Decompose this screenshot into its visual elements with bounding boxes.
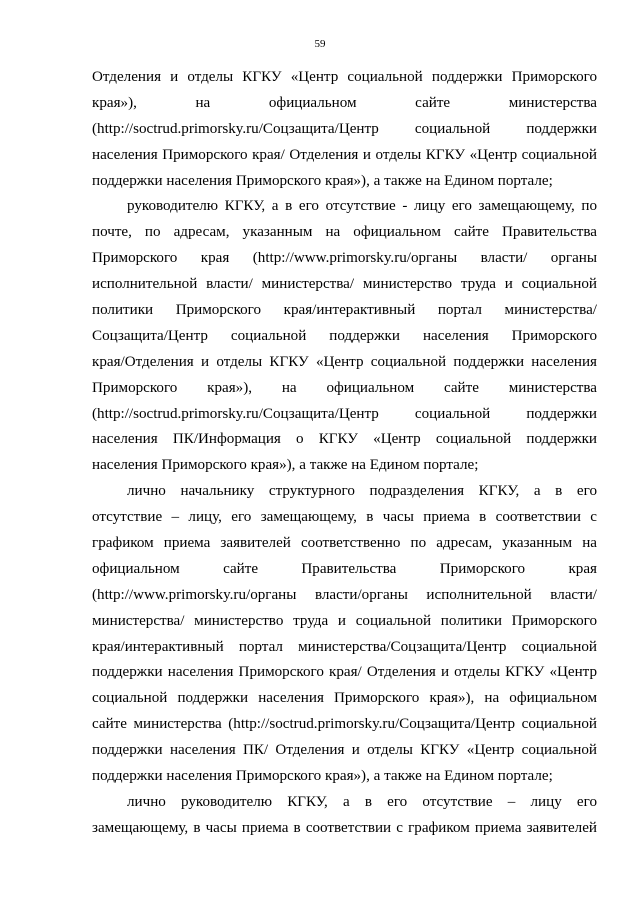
text-line: населения Приморского края»), а также на Едином портале; xyxy=(92,457,479,474)
text-line: почте, по адресам, указанным на официальном сайте Правительства xyxy=(92,224,597,241)
text-line: министерства/ министерство труда и социальной политики Приморского xyxy=(92,612,597,629)
text-line: Соцзащита/Центр социальной поддержки населения Приморского xyxy=(92,327,597,344)
text-line: населения ПК/Информация о КГКУ «Центр социальной поддержки xyxy=(92,431,597,448)
text-line: руководителю КГКУ, а в его отсутствие - лицу его замещающему, по xyxy=(127,198,597,215)
text-line: поддержки населения Приморского края»), а также на Едином портале; xyxy=(92,768,553,785)
paragraph-head-in-person xyxy=(92,790,597,842)
text-line: лично начальнику структурного подразделения КГКУ, а в его xyxy=(127,483,597,500)
text-line: Приморского края (http://www.primorsky.ru/органы власти/ органы xyxy=(92,250,597,267)
text-line: официальном сайте Правительства Приморского края xyxy=(92,560,597,577)
text-line: отсутствие – лицу, его замещающему, в часы приема в соответствии с xyxy=(92,509,597,526)
text-line: (http://soctrud.primorsky.ru/Соцзащита/Центр социальной поддержки xyxy=(92,405,597,422)
text-line: политики Приморского края/интерактивный портал министерства/ xyxy=(92,302,597,319)
paragraph-head-by-mail xyxy=(92,194,597,479)
text-line: поддержки населения Приморского края/ Отделения и отделы КГКУ «Центр xyxy=(92,664,597,681)
text-line: (http://www.primorsky.ru/органы власти/органы исполнительной власти/ xyxy=(92,586,597,603)
text-line: (http://soctrud.primorsky.ru/Соцзащита/Центр социальной поддержки xyxy=(92,120,597,137)
paragraph-branch-offices xyxy=(92,65,597,194)
document-body xyxy=(92,65,597,842)
text-line: края»), на официальном сайте министерства xyxy=(92,94,597,111)
text-line: поддержки населения Приморского края»), а также на Едином портале; xyxy=(92,172,553,189)
text-line: поддержки населения ПК/ Отделения и отделы КГКУ «Центр социальной xyxy=(92,742,597,759)
text-line: социальной поддержки населения Приморского края»), на официальном xyxy=(92,690,597,707)
text-line: края/интерактивный портал министерства/Соцзащита/Центр социальной xyxy=(92,638,597,655)
text-line: замещающему, в часы приема в соответствии с графиком приема заявителей xyxy=(92,819,597,836)
paragraph-unit-head-in-person xyxy=(92,479,597,790)
text-line: края/Отделения и отделы КГКУ «Центр социальной поддержки населения xyxy=(92,353,597,370)
text-line: сайте министерства (http://soctrud.primorsky.ru/Соцзащита/Центр социальной xyxy=(92,716,597,733)
page-number: 59 xyxy=(314,38,326,50)
text-line: населения Приморского края/ Отделения и отделы КГКУ «Центр социальной xyxy=(92,146,597,163)
text-line: исполнительной власти/ министерства/ министерство труда и социальной xyxy=(92,276,597,293)
text-line: графиком приема заявителей соответственно по адресам, указанным на xyxy=(92,535,597,552)
text-line: Приморского края»), на официальном сайте министерства xyxy=(92,379,597,396)
text-line: лично руководителю КГКУ, а в его отсутствие – лицу его xyxy=(127,793,597,810)
text-line: Отделения и отделы КГКУ «Центр социальной поддержки Приморского xyxy=(92,69,597,85)
